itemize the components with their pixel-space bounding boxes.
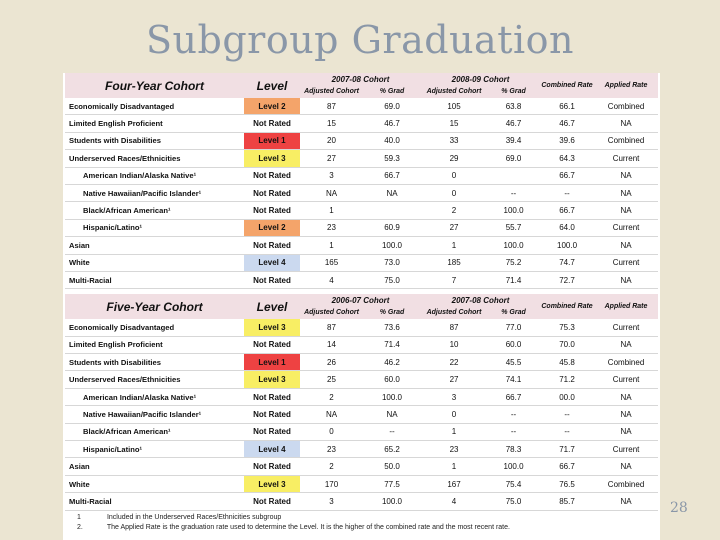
cohort-header: Five-Year Cohort — [65, 294, 244, 319]
grad-percent-cell: 66.7 — [487, 388, 540, 405]
applied-rate-cell: Current — [594, 254, 658, 271]
year2-header: 2008-09 Cohort — [421, 73, 540, 85]
adjusted-cohort-cell: 87 — [300, 319, 363, 336]
level-cell: Not Rated — [244, 167, 300, 184]
adjusted-cohort-cell: NA — [300, 184, 363, 201]
grad-header: % Grad — [487, 85, 540, 98]
grad-percent-cell: 75.4 — [487, 475, 540, 492]
grad-percent-cell: 60.0 — [487, 336, 540, 353]
table-row — [65, 132, 658, 149]
combined-rate-header: Combined Rate — [540, 73, 594, 98]
subgroup-name-cell: Students with Disabilities — [65, 132, 244, 149]
footnote — [65, 513, 660, 523]
adjusted-cohort-cell: 29 — [421, 150, 487, 167]
level-cell: Not Rated — [244, 115, 300, 132]
subgroup-name-cell: Asian — [65, 237, 244, 254]
five-year-rows — [65, 319, 658, 510]
combined-rate-cell: 66.7 — [540, 202, 594, 219]
year1-header: 2007-08 Cohort — [300, 73, 421, 85]
table-row — [65, 237, 658, 254]
four-year-rows — [65, 98, 658, 289]
combined-rate-cell: -- — [540, 406, 594, 423]
level-cell: Level 1 — [244, 132, 300, 149]
table-row — [65, 475, 658, 492]
grad-percent-cell: 100.0 — [487, 237, 540, 254]
applied-rate-cell: Current — [594, 371, 658, 388]
adjusted-cohort-cell: 167 — [421, 475, 487, 492]
page-number: 28 — [670, 500, 688, 516]
adjusted-cohort-cell: 27 — [421, 219, 487, 236]
table-row — [65, 219, 658, 236]
applied-rate-cell: Current — [594, 150, 658, 167]
grad-percent-cell: 69.0 — [487, 150, 540, 167]
subgroup-name-cell: Economically Disadvantaged — [65, 319, 244, 336]
combined-rate-cell: 100.0 — [540, 237, 594, 254]
grad-percent-cell: 59.3 — [363, 150, 421, 167]
combined-rate-cell: 72.7 — [540, 271, 594, 288]
subgroup-name-cell: Students with Disabilities — [65, 354, 244, 371]
grad-percent-cell: 74.1 — [487, 371, 540, 388]
cohort-header: Four-Year Cohort — [65, 73, 244, 98]
slide-title: Subgroup Graduation — [146, 18, 574, 62]
adjusted-cohort-header: Adjusted Cohort — [421, 85, 487, 98]
adjusted-cohort-cell: 0 — [300, 423, 363, 440]
footnote-number: 2. — [77, 523, 83, 531]
table-row — [65, 493, 658, 510]
level-header: Level — [244, 73, 300, 98]
combined-rate-cell: 70.0 — [540, 336, 594, 353]
level-cell: Level 3 — [244, 371, 300, 388]
adjusted-cohort-cell: 1 — [300, 202, 363, 219]
combined-rate-cell: 71.2 — [540, 371, 594, 388]
adjusted-cohort-cell: 0 — [421, 406, 487, 423]
applied-rate-cell: Combined — [594, 354, 658, 371]
level-cell: Level 4 — [244, 441, 300, 458]
year2-header: 2007-08 Cohort — [421, 294, 540, 306]
applied-rate-cell: NA — [594, 493, 658, 510]
adjusted-cohort-cell: 185 — [421, 254, 487, 271]
grad-percent-cell: 77.0 — [487, 319, 540, 336]
level-cell: Not Rated — [244, 237, 300, 254]
adjusted-cohort-cell: 23 — [300, 441, 363, 458]
applied-rate-cell: NA — [594, 336, 658, 353]
adjusted-cohort-cell: 20 — [300, 132, 363, 149]
table-row — [65, 202, 658, 219]
applied-rate-cell: Current — [594, 219, 658, 236]
table-row — [65, 441, 658, 458]
grad-percent-cell: 50.0 — [363, 458, 421, 475]
adjusted-cohort-cell: 15 — [300, 115, 363, 132]
adjusted-cohort-cell: 0 — [421, 184, 487, 201]
grad-percent-cell: 75.0 — [363, 271, 421, 288]
grad-percent-cell: 100.0 — [363, 388, 421, 405]
graduation-document — [63, 73, 660, 540]
adjusted-cohort-cell: 1 — [421, 458, 487, 475]
adjusted-cohort-cell: 7 — [421, 271, 487, 288]
subgroup-name-cell: Native Hawaiian/Pacific Islander¹ — [65, 184, 244, 201]
adjusted-cohort-cell: 1 — [421, 237, 487, 254]
table-row — [65, 150, 658, 167]
grad-percent-cell: 69.0 — [363, 98, 421, 115]
footnote-text: Included in the Underserved Races/Ethnicities subgroup — [106, 513, 282, 521]
subgroup-name-cell: Limited English Proficient — [65, 115, 244, 132]
grad-percent-cell: 100.0 — [363, 493, 421, 510]
applied-rate-cell: Combined — [594, 98, 658, 115]
combined-rate-cell: 85.7 — [540, 493, 594, 510]
applied-rate-cell: NA — [594, 237, 658, 254]
combined-rate-cell: 66.7 — [540, 167, 594, 184]
combined-rate-cell: 76.5 — [540, 475, 594, 492]
level-cell: Not Rated — [244, 423, 300, 440]
applied-rate-cell: NA — [594, 423, 658, 440]
adjusted-cohort-cell: 87 — [421, 319, 487, 336]
grad-percent-cell: 73.6 — [363, 319, 421, 336]
level-cell: Level 3 — [244, 319, 300, 336]
four-year-cohort-table — [65, 73, 658, 289]
subgroup-name-cell: Black/African American¹ — [65, 202, 244, 219]
combined-rate-cell: 00.0 — [540, 388, 594, 405]
grad-percent-cell: 46.7 — [363, 115, 421, 132]
subgroup-name-cell: Multi-Racial — [65, 271, 244, 288]
applied-rate-cell: NA — [594, 271, 658, 288]
table-row — [65, 406, 658, 423]
grad-percent-cell: 71.4 — [487, 271, 540, 288]
table-row — [65, 336, 658, 353]
applied-rate-cell: NA — [594, 184, 658, 201]
adjusted-cohort-cell: 4 — [300, 271, 363, 288]
combined-rate-cell: 45.8 — [540, 354, 594, 371]
level-cell: Not Rated — [244, 271, 300, 288]
combined-rate-cell: -- — [540, 423, 594, 440]
subgroup-name-cell: Hispanic/Latino¹ — [65, 219, 244, 236]
combined-rate-cell: 64.3 — [540, 150, 594, 167]
applied-rate-cell: Combined — [594, 132, 658, 149]
adjusted-cohort-cell: 23 — [421, 441, 487, 458]
level-header: Level — [244, 294, 300, 319]
adjusted-cohort-cell: 27 — [421, 371, 487, 388]
level-cell: Not Rated — [244, 202, 300, 219]
subgroup-name-cell: Economically Disadvantaged — [65, 98, 244, 115]
subgroup-name-cell: White — [65, 254, 244, 271]
level-cell: Level 3 — [244, 150, 300, 167]
subgroup-name-cell: American Indian/Alaska Native¹ — [65, 388, 244, 405]
combined-rate-cell: 71.7 — [540, 441, 594, 458]
adjusted-cohort-cell: 87 — [300, 98, 363, 115]
grad-percent-cell: 40.0 — [363, 132, 421, 149]
grad-percent-cell — [363, 202, 421, 219]
subgroup-name-cell: Limited English Proficient — [65, 336, 244, 353]
adjusted-cohort-cell: 33 — [421, 132, 487, 149]
table-row — [65, 115, 658, 132]
grad-percent-cell: 73.0 — [363, 254, 421, 271]
year1-header: 2006-07 Cohort — [300, 294, 421, 306]
level-cell: Level 3 — [244, 475, 300, 492]
grad-percent-cell: 77.5 — [363, 475, 421, 492]
combined-rate-cell: 75.3 — [540, 319, 594, 336]
level-cell: Level 2 — [244, 98, 300, 115]
subgroup-name-cell: Underserved Races/Ethnicities — [65, 150, 244, 167]
adjusted-cohort-cell: 25 — [300, 371, 363, 388]
table-row — [65, 319, 658, 336]
table-row — [65, 184, 658, 201]
applied-rate-cell: Current — [594, 441, 658, 458]
grad-percent-cell: 46.7 — [487, 115, 540, 132]
table-row — [65, 423, 658, 440]
combined-rate-cell: 46.7 — [540, 115, 594, 132]
level-cell: Not Rated — [244, 184, 300, 201]
level-cell: Not Rated — [244, 406, 300, 423]
table-row — [65, 98, 658, 115]
table-row — [65, 354, 658, 371]
adjusted-cohort-cell: 3 — [300, 493, 363, 510]
adjusted-cohort-cell: 3 — [300, 167, 363, 184]
combined-rate-cell: 66.1 — [540, 98, 594, 115]
adjusted-cohort-cell: 1 — [421, 423, 487, 440]
grad-percent-cell: 63.8 — [487, 98, 540, 115]
level-cell: Level 4 — [244, 254, 300, 271]
grad-header: % Grad — [363, 306, 421, 319]
table-row — [65, 271, 658, 288]
adjusted-cohort-cell: 27 — [300, 150, 363, 167]
combined-rate-cell: 64.0 — [540, 219, 594, 236]
adjusted-cohort-cell: 26 — [300, 354, 363, 371]
grad-percent-cell — [487, 167, 540, 184]
adjusted-cohort-cell: 23 — [300, 219, 363, 236]
grad-percent-cell: 100.0 — [487, 458, 540, 475]
adjusted-cohort-cell: 165 — [300, 254, 363, 271]
footnote-text: The Applied Rate is the graduation rate used to determine the Level. It is the higher of the combined rate and the most recent rate. — [106, 523, 510, 531]
combined-rate-cell: 66.7 — [540, 458, 594, 475]
adjusted-cohort-cell: 3 — [421, 388, 487, 405]
level-cell: Not Rated — [244, 388, 300, 405]
adjusted-cohort-cell: 0 — [421, 167, 487, 184]
adjusted-cohort-cell: 2 — [300, 388, 363, 405]
grad-percent-cell: 55.7 — [487, 219, 540, 236]
applied-rate-cell: NA — [594, 458, 658, 475]
applied-rate-cell: NA — [594, 115, 658, 132]
subgroup-name-cell: Multi-Racial — [65, 493, 244, 510]
adjusted-cohort-header: Adjusted Cohort — [300, 85, 363, 98]
level-cell: Level 1 — [244, 354, 300, 371]
subgroup-name-cell: Hispanic/Latino¹ — [65, 441, 244, 458]
adjusted-cohort-cell: 1 — [300, 237, 363, 254]
grad-percent-cell: NA — [363, 184, 421, 201]
footnotes — [65, 513, 660, 533]
combined-rate-header: Combined Rate — [540, 294, 594, 319]
grad-header: % Grad — [487, 306, 540, 319]
applied-rate-cell: Current — [594, 319, 658, 336]
subgroup-name-cell: Asian — [65, 458, 244, 475]
adjusted-cohort-cell: 2 — [421, 202, 487, 219]
grad-percent-cell: -- — [487, 184, 540, 201]
applied-rate-header: Applied Rate — [594, 73, 658, 98]
adjusted-cohort-cell: 22 — [421, 354, 487, 371]
grad-percent-cell: 46.2 — [363, 354, 421, 371]
table-row — [65, 371, 658, 388]
table-row — [65, 388, 658, 405]
subgroup-name-cell: Underserved Races/Ethnicities — [65, 371, 244, 388]
grad-percent-cell: -- — [363, 423, 421, 440]
table-row — [65, 254, 658, 271]
table-row — [65, 458, 658, 475]
grad-percent-cell: NA — [363, 406, 421, 423]
subgroup-name-cell: White — [65, 475, 244, 492]
applied-rate-cell: Combined — [594, 475, 658, 492]
grad-percent-cell: 66.7 — [363, 167, 421, 184]
adjusted-cohort-cell: 10 — [421, 336, 487, 353]
adjusted-cohort-header: Adjusted Cohort — [300, 306, 363, 319]
footnote-number: 1 — [77, 513, 81, 521]
adjusted-cohort-cell: 2 — [300, 458, 363, 475]
grad-percent-cell: 78.3 — [487, 441, 540, 458]
footnote — [65, 523, 660, 533]
applied-rate-cell: NA — [594, 167, 658, 184]
level-cell: Not Rated — [244, 458, 300, 475]
adjusted-cohort-cell: NA — [300, 406, 363, 423]
adjusted-cohort-cell: 105 — [421, 98, 487, 115]
grad-percent-cell: 100.0 — [487, 202, 540, 219]
grad-percent-cell: 60.9 — [363, 219, 421, 236]
combined-rate-cell: 39.6 — [540, 132, 594, 149]
adjusted-cohort-header: Adjusted Cohort — [421, 306, 487, 319]
grad-percent-cell: -- — [487, 406, 540, 423]
grad-percent-cell: -- — [487, 423, 540, 440]
applied-rate-cell: NA — [594, 202, 658, 219]
grad-percent-cell: 71.4 — [363, 336, 421, 353]
grad-percent-cell: 60.0 — [363, 371, 421, 388]
grad-percent-cell: 45.5 — [487, 354, 540, 371]
level-cell: Not Rated — [244, 493, 300, 510]
level-cell: Level 2 — [244, 219, 300, 236]
subgroup-name-cell: Black/African American¹ — [65, 423, 244, 440]
grad-percent-cell: 39.4 — [487, 132, 540, 149]
subgroup-name-cell: Native Hawaiian/Pacific Islander¹ — [65, 406, 244, 423]
adjusted-cohort-cell: 4 — [421, 493, 487, 510]
combined-rate-cell: -- — [540, 184, 594, 201]
applied-rate-header: Applied Rate — [594, 294, 658, 319]
subgroup-name-cell: American Indian/Alaska Native¹ — [65, 167, 244, 184]
combined-rate-cell: 74.7 — [540, 254, 594, 271]
grad-percent-cell: 75.0 — [487, 493, 540, 510]
five-year-cohort-table — [65, 294, 658, 510]
grad-percent-cell: 65.2 — [363, 441, 421, 458]
applied-rate-cell: NA — [594, 388, 658, 405]
level-cell: Not Rated — [244, 336, 300, 353]
adjusted-cohort-cell: 15 — [421, 115, 487, 132]
applied-rate-cell: NA — [594, 406, 658, 423]
grad-percent-cell: 75.2 — [487, 254, 540, 271]
adjusted-cohort-cell: 170 — [300, 475, 363, 492]
adjusted-cohort-cell: 14 — [300, 336, 363, 353]
grad-percent-cell: 100.0 — [363, 237, 421, 254]
grad-header: % Grad — [363, 85, 421, 98]
table-row — [65, 167, 658, 184]
